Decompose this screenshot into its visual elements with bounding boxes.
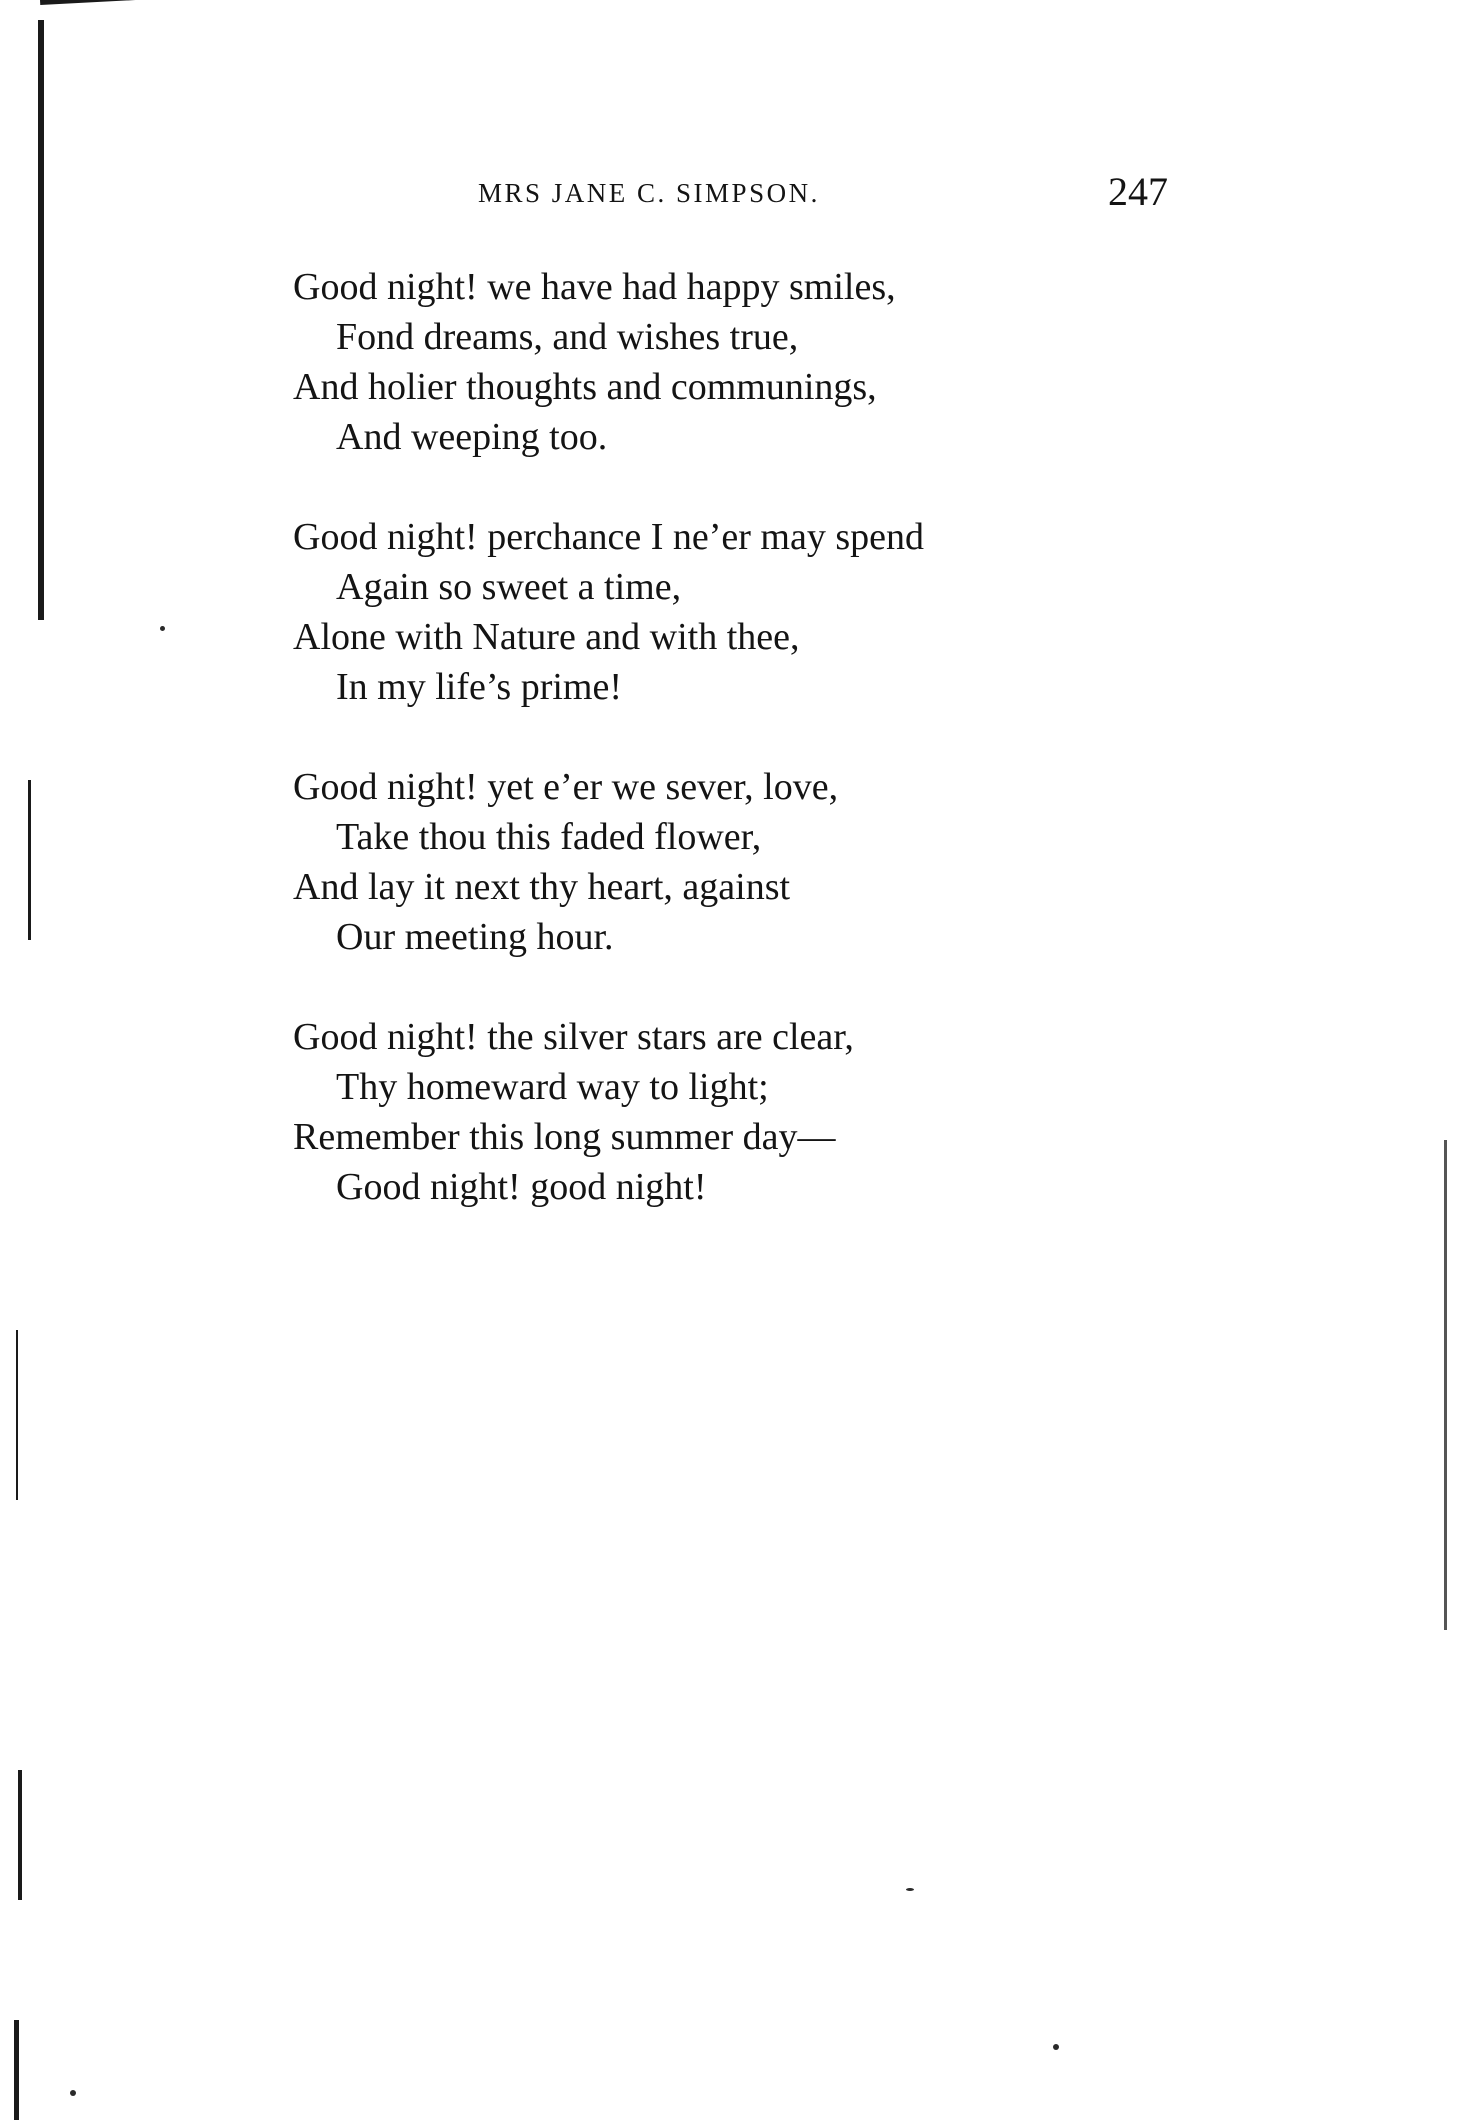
page-number: 247 <box>1108 169 1168 214</box>
stanza-4 <box>293 1012 1193 1212</box>
poem-line: Fond dreams, and wishes true, <box>336 316 799 358</box>
scan-edge-left-1 <box>38 20 44 620</box>
speck-2 <box>1053 2044 1059 2050</box>
poem-line: Alone with Nature and with thee, <box>293 616 800 658</box>
scan-edge-left-3 <box>16 1330 18 1500</box>
poem-line: Again so sweet a time, <box>336 566 682 608</box>
poem-line: Good night! yet e’er we sever, love, <box>293 766 839 808</box>
poem-line: Good night! we have had happy smiles, <box>293 266 896 308</box>
poem <box>293 262 1193 1262</box>
speck-4 <box>906 1888 914 1891</box>
scan-edge-left-2 <box>28 780 31 940</box>
running-head: MRS JANE C. SIMPSON. <box>478 178 820 208</box>
poem-line: Good night! good night! <box>336 1166 707 1208</box>
poem-line: In my life’s prime! <box>336 666 622 708</box>
speck-3 <box>70 2090 76 2096</box>
poem-line: Take thou this faded flower, <box>336 816 762 858</box>
poem-line: Good night! the silver stars are clear, <box>293 1016 854 1058</box>
poem-line: And lay it next thy heart, against <box>293 866 791 908</box>
poem-line: And holier thoughts and communings, <box>293 366 877 408</box>
poem-line: Good night! perchance I ne’er may spend <box>293 516 924 558</box>
scan-edge-right <box>1444 1140 1447 1630</box>
scan-edge-left-4 <box>18 1770 22 1900</box>
poem-line: And weeping too. <box>336 416 608 458</box>
scan-edge-left-5 <box>14 2020 19 2120</box>
speck-1 <box>160 626 165 631</box>
page-header <box>0 168 1475 218</box>
stanza-2 <box>293 512 1193 712</box>
stanza-3 <box>293 762 1193 962</box>
poem-line: Thy homeward way to light; <box>336 1066 769 1108</box>
poem-line: Our meeting hour. <box>336 916 614 958</box>
scan-edge-top <box>40 0 180 5</box>
stanza-1 <box>293 262 1193 462</box>
poem-line: Remember this long summer day— <box>293 1116 836 1158</box>
